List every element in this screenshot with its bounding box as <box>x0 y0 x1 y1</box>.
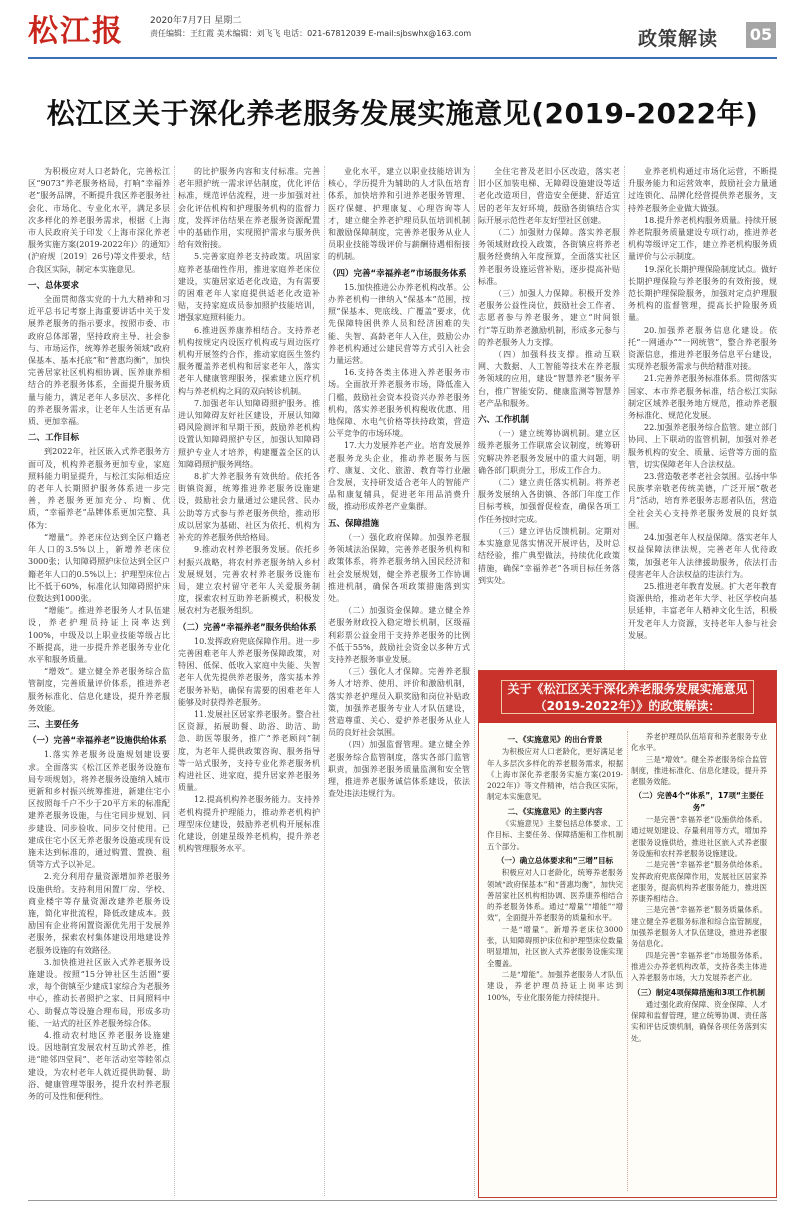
paragraph: 三是完善“幸福养老”服务质量体系。建立健全养老服务标准和综合监管制度，加强养老服务人才队伍建设，推进养老服务信息化。 <box>631 905 767 949</box>
paragraph: 2.充分利用存量资源增加养老服务设施供给。支持利用闲置厂房、学校、商业楼宇等存量资源改建养老服务设施，简化审批流程，降低改建成本。鼓励国有企业将闲置资源优先用于发展养老服务，探索农村集体建设用地建设养老服务设施的有效路径。 <box>28 872 170 955</box>
box-column-2 <box>631 731 767 1191</box>
section-heading: （四）完善“幸福养老”市场服务体系 <box>328 268 467 279</box>
box-column-divider <box>627 731 628 1191</box>
section-heading: （三）制定4项保障措施和3项工作机制 <box>632 987 766 997</box>
paragraph: 22.加强养老服务综合监管。建立部门协同、上下联动的监管机制，加强对养老服务机构的安全、质量、运营等方面的监管，切实保障老年人合法权益。 <box>628 423 777 469</box>
article-column-1 <box>28 166 170 1196</box>
paragraph: 9.推动农村养老服务发展。依托乡村振兴战略，将农村养老服务纳入乡村发展规划，完善农村养老服务设施布局，建立农村留守老年人关爱服务制度，探索农村互助养老新模式，积极发展农村为老服务组织。 <box>178 545 320 616</box>
paragraph: 三是“增效”。健全养老服务综合监管制度，推进标准化、信息化建设，提升养老服务效能。 <box>631 754 767 787</box>
paragraph: （二）加强资金保障。建立健全养老服务财政投入稳定增长机制，区级福利彩票公益金用于支持养老服务的比例不低于55%，鼓励社会资金以多种方式支持养老服务事业发展。 <box>328 606 470 664</box>
footer-rule <box>28 1200 777 1201</box>
paragraph: 6.推进医养康养相结合。支持养老机构按规定内设医疗机构或与周边医疗机构开展签约合作，推动家庭医生签约服务覆盖养老机构和居家老年人，落实老年人健康管理服务，探索建立医疗机构与养老机构之间的双向转诊机制。 <box>178 325 320 396</box>
paragraph: 全面贯彻落实党的十九大精神和习近平总书记考察上海重要讲话中关于发展养老服务的指示要求，按照市委、市政府总体部署，坚持政府主导、社会参与、市场运作，统筹养老服务领域“政府保基本、基本托底”和“普惠均衡”，加快完善居家社区机构相协调、医养康养相结合的养老服务体系，全面提升服务质量与能力，满足老年人多层次、多样化的养老服务需求，让老年人生活更有品质、更加幸福。 <box>28 295 170 427</box>
paragraph: “增能”。推进养老服务人才队伍建设，养老护理员持证上岗率达到100%，中级及以上职业技能等级占比不断提高，进一步提升养老服务专业化水平和服务质量。 <box>28 606 170 664</box>
paragraph: 为积极应对人口老龄化，更好满足老年人多层次多样化的养老服务需求，根据《上海市深化养老服务实施方案(2019-2022年)》等文件精神，结合我区实际，制定本实施意见。 <box>487 747 623 802</box>
paragraph: 一是“增量”。新增养老床位3000张，认知障碍照护床位和护理型床位数量明显增加，社区嵌入式养老服务设施实现全覆盖。 <box>487 924 623 968</box>
section-heading: 三、主要任务 <box>28 719 80 730</box>
article-column-4 <box>478 166 620 666</box>
paragraph: 8.扩大养老服务有效供给。依托各街镇资源，统筹推进养老服务设施建设，鼓励社会力量通过公建民营、民办公助等方式参与养老服务供给，推动形成以居家为基础、社区为依托、机构为补充的养老服务供给格局。 <box>178 472 320 543</box>
section-heading: （一）确立总体要求和“三增”目标 <box>496 855 614 865</box>
paragraph: 业化水平，建立以职业技能培训为核心，学历提升为辅助的人才队伍培育体系，加快培养和引进养老服务管理、医疗保健、护理康复、心理咨询等人才，建立健全养老护理员队伍培训机制和激励保障制度，完善养老服务从业人员职业技能等级评价与薪酬待遇相衔接的机制。 <box>328 167 470 262</box>
paragraph: 18.提升养老机构服务质量。持续开展养老院服务质量建设专项行动，推进养老机构等级评定工作，建立养老机构服务质量评价与公示制度。 <box>628 215 777 262</box>
paragraph: 业养老机构通过市场化运营，不断提升服务能力和运营效率，鼓励社会力量通过连锁化、品牌化经营提供养老服务，支持养老服务企业做大做强。 <box>628 167 777 213</box>
column-divider <box>324 166 325 1196</box>
paragraph: （三）强化人才保障。完善养老服务人才培养、使用、评价和激励机制，落实养老护理员入职奖励和岗位补贴政策，加强养老服务专业人才队伍建设，营造尊重、关心、爱护养老服务从业人员的良好社会氛围。 <box>328 667 470 738</box>
paragraph: 3.加快推进社区嵌入式养老服务设施建设。按照“15分钟社区生活圈”要求，每个街镇至少建成1家综合为老服务中心，推动长者照护之家、日间照料中心、助餐点等设施合理布局，形成多功能、一站式的社区养老服务综合体。 <box>28 957 170 1028</box>
section-heading: 一、总体要求 <box>28 280 80 291</box>
paragraph: 4.推动农村地区养老服务设施建设。因地制宜发展农村互助式养老，推进“睦邻四堂间”、老年活动室等睦邻点建设，为农村老年人就近提供助餐、助浴、健康管理等服务，提升农村养老服务的可及性和便利性。 <box>28 1031 170 1102</box>
section-title: 政策解读 <box>638 28 719 50</box>
paragraph: 21.完善养老服务标准体系。贯彻落实国家、本市养老服务标准，结合松江实际制定区域养老服务地方规范，推动养老服务标准化、规范化发展。 <box>628 374 777 421</box>
paragraph: （四）加强科技支撑。推动互联网、大数据、人工智能等技术在养老服务领域的应用，建设“智慧养老”服务平台，推广智能安防、健康监测等智慧养老产品和服务。 <box>478 350 620 408</box>
paragraph: 20.加强养老服务信息化建设。依托“一网通办”“一网统管”，整合养老服务资源信息，推进养老服务信息平台建设，实现养老服务需求与供给精准对接。 <box>628 325 777 372</box>
paragraph: 19.深化长期护理保险制度试点。做好长期护理保险与养老服务的有效衔接，规范长期护理保险服务，加强对定点护理服务机构的监督管理，提高长护险服务质量。 <box>628 264 777 323</box>
article-headline: 松江区关于深化养老服务发展实施意见(2019-2022年) <box>46 97 759 130</box>
paragraph: 11.发展社区居家养老服务。整合社区资源，拓展助餐、助浴、助洁、助急、助医等服务，推广“养老顾问”制度，为老年人提供政策咨询、服务指导等一站式服务，支持专业化养老服务机构进社区、进家庭，提升居家养老服务质量。 <box>178 709 320 793</box>
section-heading: （二）完善“幸福养老”服务供给体系 <box>178 622 317 633</box>
paragraph: 23.营造敬老孝老社会氛围。弘扬中华民族孝亲敬老传统美德，广泛开展“敬老月”活动，培育养老服务志愿者队伍，营造全社会关心支持养老服务发展的良好氛围。 <box>628 472 777 530</box>
paragraph: 二是“增能”。加强养老服务人才队伍建设，养老护理员持证上岗率达到100%，专业化服务能力持续提升。 <box>487 969 623 1002</box>
paragraph: （一）强化政府保障。加强养老服务领域法治保障，完善养老服务机构和政策体系，将养老服务纳入国民经济和社会发展规划，健全养老服务工作协调推进机制，确保各项政策措施落到实处。 <box>328 532 470 603</box>
paragraph: 的比护服务内容和支付标准。完善老年照护统一需求评估制度，优化评估标准，规范评估流程，进一步加强对社会化评估机构和护理服务机构的监督力度，发挥评估结果在养老服务资源配置中的基础作用，实现照护需求与服务供给有效衔接。 <box>178 167 320 250</box>
paragraph: （一）建立统筹协调机制。建立区级养老服务工作联席会议制度，统筹研究解决养老服务发展中的重大问题，明确各部门职责分工，形成工作合力。 <box>478 429 620 475</box>
paragraph: 17.大力发展养老产业。培育发展养老服务龙头企业，推动养老服务与医疗、康复、文化、旅游、教育等行业融合发展，支持研发适合老年人的智能产品和康复辅具，促进老年用品消费升级，推动形成养老产业集群。 <box>328 441 470 512</box>
paragraph: “增量”。养老床位达到全区户籍老年人口的3.5%以上，新增养老床位3000张；认知障碍照护床位达到全区户籍老年人口的0.5%以上；护理型床位占比不低于60%，标准化认知障碍照护床位数达到1000张。 <box>28 532 170 603</box>
paragraph: 通过强化政府保障、资金保障、人才保障和监督管理，建立统筹协调、责任落实和评估反馈机制，确保各项任务落到实处。 <box>631 999 767 1043</box>
section-heading: 二、《实施意见》的主要内容 <box>507 806 603 816</box>
paragraph: （二）建立责任落实机制。将养老服务发展纳入各街镇、各部门年度工作目标考核，加强督促检查，确保各项工作任务按时完成。 <box>478 478 620 524</box>
paragraph: 一是完善“幸福养老”设施供给体系。通过规划建设、存量利用等方式，增加养老服务设施供给，推进社区嵌入式养老服务设施和农村养老服务设施建设。 <box>631 815 767 858</box>
policy-interpretation-box <box>478 670 777 1198</box>
page-number-badge: 05 <box>746 22 776 48</box>
section-heading: 一、《实施意见》的出台背景 <box>507 735 603 744</box>
paragraph: 养老护理员队伍培育和养老服务专业化水平。 <box>631 732 767 753</box>
paragraph: 25.推进老年教育发展。扩大老年教育资源供给，推动老年大学、社区学校向基层延伸，丰富老年人精神文化生活，积极开发老年人力资源，支持老年人参与社会发展。 <box>628 581 777 640</box>
masthead <box>0 0 805 62</box>
issue-date: 2020年7月7日 星期二 <box>150 16 242 26</box>
paragraph: （三）加强人力保障。积极开发养老服务公益性岗位，鼓励社会工作者、志愿者参与养老服务，建立“时间银行”等互助养老激励机制，形成多元参与的养老服务人力支撑。 <box>478 289 620 347</box>
paragraph: （二）加强财力保障。落实养老服务领域财政投入政策，各街镇应将养老服务经费纳入年度预算，全面落实社区养老服务设施运营补贴，逐步提高补贴标准。 <box>478 228 620 286</box>
section-heading: 二、工作目标 <box>28 433 80 444</box>
paragraph: 16.支持各类主体进入养老服务市场。全面放开养老服务市场，降低准入门槛，鼓励社会资本投资兴办养老服务机构，落实养老服务机构税收优惠、用地保障、水电气价格等扶持政策，营造公平竞争的市场环境。 <box>328 368 470 439</box>
column-divider <box>474 166 475 1196</box>
paragraph: 为积极应对人口老龄化，完善松江区“9073”养老服务格局，打响“幸福养老”服务品牌，不断提升我区养老服务社会化、市场化、专业化水平，满足多层次多样化的养老服务需求，根据《上海市人民政府关于印发〈上海市深化养老服务实施方案(2019-2022年)〉的通知》(沪府规〔2019〕26号)等文件要求，结合我区实际，制定本实施意见。 <box>28 167 170 274</box>
section-heading: 五、保障措施 <box>328 518 380 529</box>
paragraph: 全住宅普及老旧小区改造，落实老旧小区加装电梯、无障碍设施建设等适老化改造项目，营造安全便捷、舒适宜居的老年友好环境，鼓励各街镇结合实际开展示范性老年友好型社区创建。 <box>478 167 620 225</box>
paragraph: 1.落实养老服务设施规划建设要求。全面落实《松江区养老服务设施布局专项规划》，将养老服务设施纳入城市更新和乡村振兴统筹推进，新建住宅小区按照每千户不少于20平方米的标准配建养老服务设施，与住宅同步规划、同步建设、同步验收、同步交付使用。已建成住宅小区无养老服务设施或现有设施未达到标准的，通过购置、置换、租赁等方式予以补足。 <box>28 750 170 870</box>
paragraph: 积极应对人口老龄化，统筹养老服务领域“政府保基本”和“普惠均衡”，加快完善居家社区机构相协调、医养康养相结合的养老服务体系。通过“增量”“增能”“增效”，全面提升养老服务的质量和水平。 <box>487 868 623 923</box>
paragraph: 《实施意见》主要包括总体要求、工作目标、主要任务、保障措施和工作机制五个部分。 <box>487 819 623 851</box>
section-heading: （一）完善“幸福养老”设施供给体系 <box>28 736 167 747</box>
paragraph: （三）建立评估反馈机制。定期对本实施意见落实情况开展评估，及时总结经验，推广典型做法，持续优化政策措施，确保“幸福养老”各项目标任务落到实处。 <box>478 526 620 585</box>
article-column-3 <box>328 166 470 1196</box>
header-rule <box>28 57 777 59</box>
box-banner <box>479 671 776 723</box>
newspaper-logo: 松江报 <box>28 14 124 49</box>
box-title-line-2: （2019-2022年）》的政策解读： <box>534 699 721 713</box>
article-column-2 <box>178 166 320 1196</box>
section-heading: （二）完善4个“体系”，17项“主要任务” <box>634 791 764 812</box>
paragraph: 10.发挥政府兜底保障作用。进一步完善困难老年人养老服务保障政策，对特困、低保、低收入家庭中失能、失智老年人优先提供养老服务，落实基本养老服务补贴，确保有需要的困难老年人能够及时获得养老服务。 <box>178 636 320 707</box>
box-title-line-1: 关于《松江区关于深化养老服务发展实施意见 <box>507 682 748 696</box>
column-divider <box>174 166 175 1196</box>
paragraph: 24.加强老年人权益保障。落实老年人权益保障法律法规，完善老年人优待政策，加强老年人法律援助服务，依法打击侵害老年人合法权益的违法行为。 <box>628 533 777 579</box>
paragraph: 5.完善家庭养老支持政策。巩固家庭养老基础性作用，推进家庭养老床位建设，实施居家适老化改造，为有需要的困难老年人家庭提供适老化改造补贴，支持家庭成员参加照护技能培训，增强家庭照料能力。 <box>178 252 320 323</box>
editor-info: 责任编辑：王红霞 美术编辑：刘飞飞 电话：021-67812039 E-mail:sjbswhx@163.com <box>150 29 472 38</box>
paragraph: “增效”。建立健全养老服务综合监管制度，完善质量评价体系，推进养老服务标准化、信息化建设，提升养老服务效能。 <box>28 667 170 713</box>
paragraph: 到2022年，社区嵌入式养老服务方面可及，机构养老服务更加专业，家庭照料能力明显提升，与松江实际相适应的老年人长期照护服务体系进一步完善，养老服务更加充分、均衡、优质，“幸福养老”品牌体系更加完整、具体为： <box>28 447 170 530</box>
paragraph: （四）加强监督管理。建立健全养老服务综合监管制度，落实各部门监管职责，加强养老服务质量监测和安全管理，推进养老服务诚信体系建设，依法查处违法违规行为。 <box>328 740 470 799</box>
section-heading: 六、工作机制 <box>478 415 530 426</box>
paragraph: 7.加强老年认知障碍照护服务。推进认知障碍友好社区建设，开展认知障碍风险测评和早期干预，鼓励养老机构设置认知障碍照护专区，加强认知障碍照护专业人才培养，构建覆盖全区的认知障碍照护服务网络。 <box>178 398 320 469</box>
paragraph: 四是完善“幸福养老”市场服务体系。推进公办养老机构改革，支持各类主体进入养老服务市场，大力发展养老产业。 <box>631 950 767 983</box>
paragraph: 15.加快推进公办养老机构改革。公办养老机构一律纳入“保基本”范围，按照“保基本、兜底线、广覆盖”要求，优先保障特困供养人员和经济困难的失能、失智、高龄老年人入住，鼓励公办养老机构通过公建民营等方式引入社会力量运营。 <box>328 282 470 366</box>
paragraph: 二是完善“幸福养老”服务供给体系。发挥政府兜底保障作用，发展社区居家养老服务，提高机构养老服务能力，推进医养康养相结合。 <box>631 860 767 904</box>
paragraph: 12.提高机构养老服务能力。支持养老机构提升护理能力，推动养老机构护理型床位建设，鼓励养老机构开展标准化建设，创建星级养老机构，提升养老机构管理服务水平。 <box>178 795 320 854</box>
box-column-1 <box>487 731 623 1191</box>
